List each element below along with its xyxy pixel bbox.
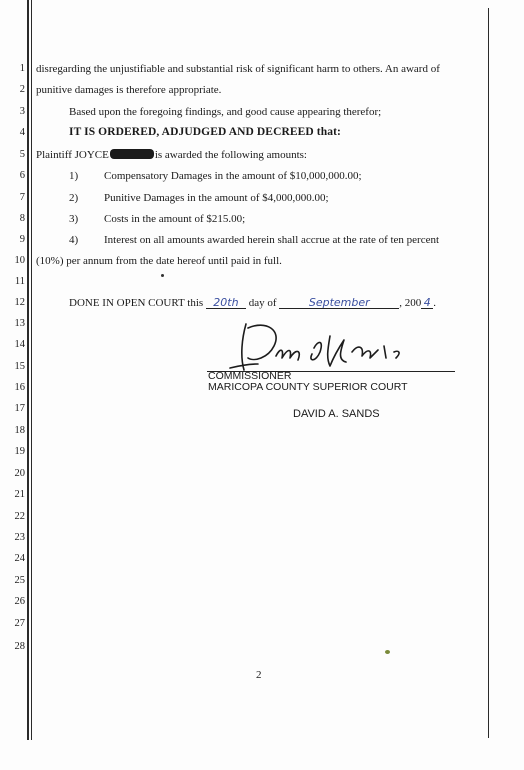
line-number: 28: [14, 641, 25, 652]
signer-name: DAVID A. SANDS: [293, 408, 380, 420]
line-number: 10: [14, 255, 25, 266]
done-mid: day of: [248, 297, 277, 309]
done-in-open-court-line: [69, 297, 436, 309]
line-number: 22: [14, 511, 25, 522]
line-number: 21: [14, 489, 25, 500]
line-number: 24: [14, 553, 25, 564]
order-heading: IT IS ORDERED, ADJUDGED AND DECREED that:: [69, 126, 341, 138]
line-number: 15: [14, 361, 25, 372]
line-number: 4: [19, 127, 25, 138]
done-prefix: DONE IN OPEN COURT this: [69, 297, 204, 309]
line-number: 27: [14, 618, 25, 629]
body-line-10: (10%) per annum from the date hereof until paid in full.: [36, 255, 282, 267]
line-number: 7: [19, 192, 25, 203]
line-number: 25: [14, 575, 25, 586]
line-number: 14: [14, 339, 25, 350]
award-item-text: Compensatory Damages in the amount of $10,000,000.00;: [104, 170, 362, 182]
redaction-bar: [110, 149, 154, 159]
court-name: MARICOPA COUNTY SUPERIOR COURT: [208, 381, 408, 393]
line-number: 3: [19, 106, 25, 117]
left-margin-rule-outer: [27, 0, 29, 740]
line-number: 20: [14, 468, 25, 479]
award-item-number: 1): [69, 170, 79, 182]
scan-speck: [161, 274, 164, 277]
award-item-text: Interest on all amounts awarded herein shall accrue at the rate of ten percent: [104, 234, 440, 246]
body-line-5: [36, 149, 307, 161]
line-number: 1: [19, 63, 25, 74]
month-field: September: [279, 297, 399, 309]
line-number: 9: [19, 234, 25, 245]
award-item-number: 2): [69, 192, 79, 204]
line-number: 5: [19, 149, 25, 160]
body-line-3: Based upon the foregoing findings, and good cause appearing therefor;: [69, 106, 382, 118]
line-number: 19: [14, 446, 25, 457]
line-number: 2: [19, 84, 25, 95]
signer-title: COMMISSIONER: [208, 370, 292, 382]
body-line-1: disregarding the unjustifiable and substantial risk of significant harm to others. An award of: [36, 63, 440, 75]
plaintiff-prefix: Plaintiff JOYCE: [36, 149, 109, 161]
handwritten-signature: [218, 318, 408, 378]
line-number: 11: [14, 276, 25, 287]
scan-speck: [385, 650, 390, 654]
line-number: 23: [14, 532, 25, 543]
plaintiff-suffix: is awarded the following amounts:: [154, 149, 307, 161]
award-item-number: 3): [69, 213, 79, 225]
body-line-2: punitive damages is therefore appropriate.: [36, 84, 222, 96]
award-item-number: 4): [69, 234, 79, 246]
award-item-text: Costs in the amount of $215.00;: [104, 213, 246, 225]
right-margin-rule: [488, 8, 489, 738]
year-prefix: , 200: [399, 297, 422, 309]
day-field: 20th: [206, 297, 246, 309]
page-number: 2: [256, 669, 262, 681]
line-number: 6: [19, 170, 25, 181]
line-number: 8: [19, 213, 25, 224]
year-field: 4: [421, 297, 433, 309]
done-suffix: .: [433, 297, 436, 309]
line-number: 13: [14, 318, 25, 329]
line-number: 16: [14, 382, 25, 393]
line-number: 12: [14, 297, 25, 308]
left-margin-rule-inner: [31, 0, 32, 740]
line-number: 18: [14, 425, 25, 436]
line-number: 17: [14, 403, 25, 414]
line-number: 26: [14, 596, 25, 607]
award-item-text: Punitive Damages in the amount of $4,000,000.00;: [104, 192, 329, 204]
